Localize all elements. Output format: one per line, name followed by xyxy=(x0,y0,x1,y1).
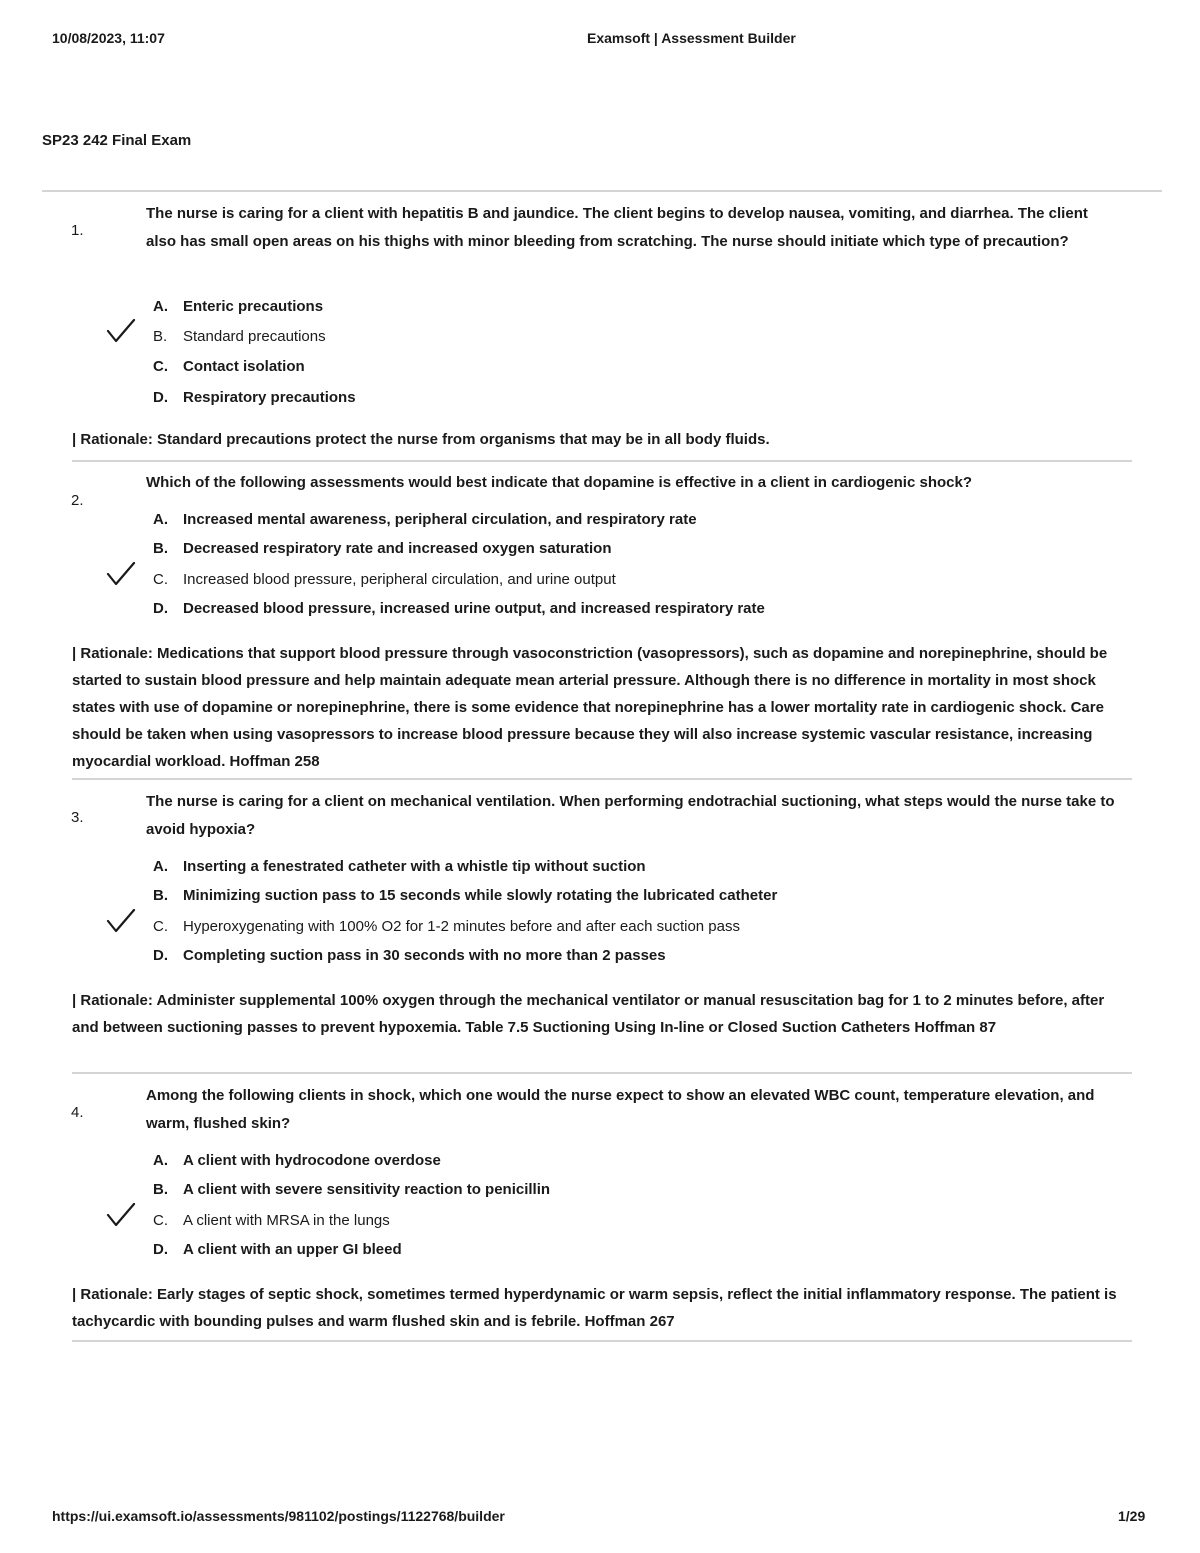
page-title: Examsoft | Assessment Builder xyxy=(587,30,796,46)
rationale: | Rationale: Administer supplemental 100% oxygen through the mechanical ventilator or manual resuscitation bag for 1 to 2 minutes before, after and between suctioning passes to prevent hypoxemia. Table 7.5 Suctioning Using In-line or Closed Suction Catheters Hoffman 87 xyxy=(72,992,1105,1036)
option-letter: A. xyxy=(153,298,168,315)
option-letter: D. xyxy=(153,947,168,964)
option-b-correct xyxy=(153,327,326,347)
question-stem: Among the following clients in shock, which one would the nurse expect to show an elevated WBC count, temperature elevation, and warm, flushed skin? xyxy=(146,1087,1095,1132)
rationale: | Rationale: Standard precautions protect the nurse from organisms that may be in all body fluids. xyxy=(72,431,770,448)
divider xyxy=(72,1340,1132,1342)
option-letter: D. xyxy=(153,389,168,406)
option-c-correct xyxy=(153,570,616,590)
rationale: | Rationale: Early stages of septic shock, sometimes termed hyperdynamic or warm sepsis, reflect the initial inflammatory response. The patient is tachycardic with bounding pulses and warm flushed skin and is febrile. Hoffman 267 xyxy=(72,1286,1117,1330)
option-b xyxy=(153,1180,550,1200)
question-number: 3. xyxy=(71,809,84,826)
print-datetime: 10/08/2023, 11:07 xyxy=(52,30,165,46)
option-letter: C. xyxy=(153,1212,168,1229)
option-a xyxy=(153,857,646,877)
page-number: 1/29 xyxy=(1118,1508,1146,1524)
option-text: Decreased respiratory rate and increased oxygen saturation xyxy=(183,540,612,557)
option-letter: B. xyxy=(153,328,168,345)
option-letter: D. xyxy=(153,1241,168,1258)
option-letter: C. xyxy=(153,918,168,935)
option-d xyxy=(153,946,666,966)
option-letter: B. xyxy=(153,887,168,904)
option-letter: A. xyxy=(153,511,168,528)
question-stem: The nurse is caring for a client on mechanical ventilation. When performing endotrachial suctioning, what steps would the nurse take to avoid hypoxia? xyxy=(146,793,1115,838)
checkmark-icon xyxy=(106,908,136,934)
option-c xyxy=(153,357,305,377)
question-stem: Which of the following assessments would best indicate that dopamine is effective in a client in cardiogenic shock? xyxy=(146,474,972,491)
option-text: Contact isolation xyxy=(183,358,305,375)
divider xyxy=(72,1072,1132,1074)
checkmark-icon xyxy=(106,561,136,587)
rationale: | Rationale: Medications that support blood pressure through vasoconstriction (vasopressors), such as dopamine and norepinephrine, should be started to sustain blood pressure and help maintain adequate mean arterial pressure. Although there is no difference in mortality in most shock states with use of dopamine or norepinephrine, there is some evidence that norepinephrine has a lower mortality rate in cardiogenic shock. Care should be taken when using vasopressors to increase blood pressure because they will also increase systemic vascular resistance, increasing myocardial workload. Hoffman 258 xyxy=(72,645,1108,770)
exam-title: SP23 242 Final Exam xyxy=(42,132,192,149)
question-number: 1. xyxy=(71,222,84,239)
option-letter: B. xyxy=(153,540,168,557)
option-text: Minimizing suction pass to 15 seconds while slowly rotating the lubricated catheter xyxy=(183,887,778,904)
option-text: Increased mental awareness, peripheral circulation, and respiratory rate xyxy=(183,511,697,528)
option-text: A client with MRSA in the lungs xyxy=(183,1212,390,1229)
page-url: https://ui.examsoft.io/assessments/981102/postings/1122768/builder xyxy=(52,1508,505,1524)
option-d xyxy=(153,599,765,619)
option-c-correct xyxy=(153,1211,390,1231)
option-text: A client with an upper GI bleed xyxy=(183,1241,402,1258)
option-text: Enteric precautions xyxy=(183,298,324,315)
option-letter: D. xyxy=(153,600,168,617)
option-c-correct xyxy=(153,917,740,937)
question-number: 4. xyxy=(71,1104,84,1121)
option-text: Standard precautions xyxy=(183,328,326,345)
option-text: Completing suction pass in 30 seconds with no more than 2 passes xyxy=(183,947,666,964)
option-text: Hyperoxygenating with 100% O2 for 1-2 minutes before and after each suction pass xyxy=(183,918,740,935)
option-a xyxy=(153,297,323,317)
divider xyxy=(72,778,1132,780)
option-d xyxy=(153,388,356,408)
option-a xyxy=(153,510,697,530)
divider xyxy=(42,190,1162,192)
option-text: Decreased blood pressure, increased urine output, and increased respiratory rate xyxy=(183,600,765,617)
option-letter: A. xyxy=(153,858,168,875)
option-d xyxy=(153,1240,402,1260)
option-text: A client with hydrocodone overdose xyxy=(183,1152,441,1169)
option-b xyxy=(153,539,612,559)
option-text: Respiratory precautions xyxy=(183,389,356,406)
checkmark-icon xyxy=(106,1202,136,1228)
question-stem: The nurse is caring for a client with hepatitis B and jaundice. The client begins to develop nausea, vomiting, and diarrhea. The client also has small open areas on his thighs with minor bleeding from scratching. The nurse should initiate which type of precaution? xyxy=(146,205,1088,250)
option-text: A client with severe sensitivity reaction to penicillin xyxy=(183,1181,551,1198)
option-letter: C. xyxy=(153,358,168,375)
checkmark-icon xyxy=(106,318,136,344)
option-text: Increased blood pressure, peripheral circulation, and urine output xyxy=(183,571,616,588)
question-number: 2. xyxy=(71,492,84,509)
option-text: Inserting a fenestrated catheter with a whistle tip without suction xyxy=(183,858,646,875)
divider xyxy=(72,460,1132,462)
option-b xyxy=(153,886,777,906)
option-letter: A. xyxy=(153,1152,168,1169)
option-letter: B. xyxy=(153,1181,168,1198)
option-a xyxy=(153,1151,441,1171)
option-letter: C. xyxy=(153,571,168,588)
